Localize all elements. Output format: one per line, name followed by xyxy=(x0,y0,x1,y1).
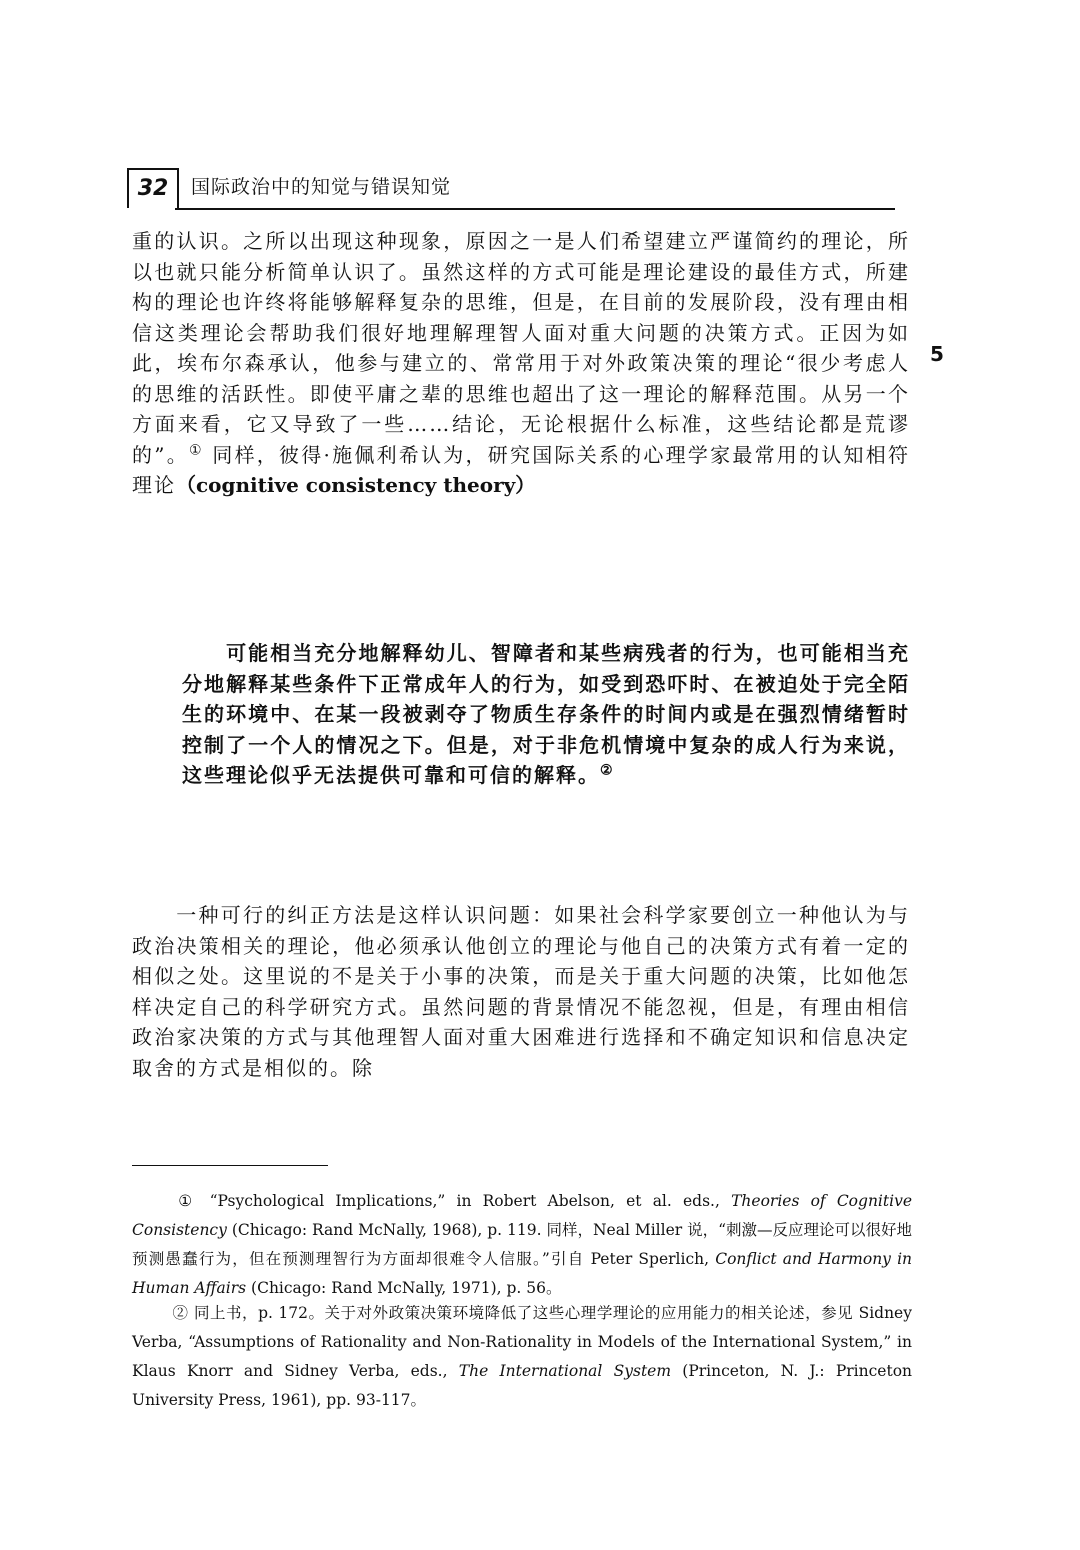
footnote-ref-1[interactable]: ① xyxy=(188,441,204,458)
running-header xyxy=(127,168,927,208)
footnote-text: (Chicago: Rand McNally, 1968), p. 119. 同样，Neal Miller 说，“刺激—反应理论可以很好地预测愚蠢行为，但在预测理智行为方面却很难令人信服。”引自 Peter Sperlich, xyxy=(132,1221,913,1268)
page-number: 32 xyxy=(127,168,179,208)
header-rule xyxy=(175,208,895,210)
paragraph-text: 一种可行的纠正方法是这样认识问题：如果社会科学家要创立一种他认为与政治决策相关的理论，他必须承认他创立的理论与他自己的决策方式有着一定的相似之处。这里说的不是关于小事的决策，而是关于重大问题的决策，比如他怎样决定自己的科学研究方式。虽然问题的背景情况不能忽视，但是，有理由相信政治家决策的方式与其他理智人面对重大困难进行选择和不确定知识和信息决定取舍的方式是相似的。除 xyxy=(132,903,910,1080)
footnote-ref-2[interactable]: ② xyxy=(600,762,615,779)
paragraph-text-cont: 同样，彼得·施佩利希认为，研究国际关系的心理学家最常用的认知相符理论 xyxy=(132,442,910,497)
footnote-mark: ① xyxy=(172,1192,199,1210)
footnote-rule xyxy=(132,1165,328,1166)
book-title-italic: Conflict and Harmony in Human Affairs xyxy=(132,1250,913,1297)
body-paragraph-1 xyxy=(132,226,910,501)
book-title-italic: The International System xyxy=(458,1362,672,1380)
footnote-mark: ② xyxy=(172,1304,189,1322)
block-quote xyxy=(182,638,910,791)
footnote-2 xyxy=(132,1299,912,1415)
footnote-text: 同上书，p. 172。关于对外政策决策环境降低了这些心理学理论的应用能力的相关论述，参见 Sidney Verba, “Assumptions of Rationality and Non-Rationality in Models of the International System,” in Klaus Knorr and Sidney Verba, eds., xyxy=(132,1304,912,1380)
book-title: 国际政治中的知觉与错误知觉 xyxy=(191,176,452,198)
margin-line-number: 5 xyxy=(930,342,944,366)
footnote-1 xyxy=(132,1187,912,1303)
english-term: （cognitive consistency theory） xyxy=(176,473,536,497)
book-title-italic: Theories of Cognitive Consistency xyxy=(132,1192,912,1239)
footnote-text: (Princeton, N. J.: Princeton University Press, 1961), pp. 93-117。 xyxy=(132,1362,913,1409)
quote-text: 可能相当充分地解释幼儿、智障者和某些病残者的行为，也可能相当充分地解释某些条件下正常成年人的行为，如受到恐吓时、在被迫处于完全陌生的环境中、在某一段被剥夺了物质生存条件的时间内或是在强烈情绪暂时控制了一个人的情况之下。但是，对于非危机情境中复杂的成人行为来说，这些理论似乎无法提供可靠和可信的解释。 xyxy=(182,641,910,787)
body-paragraph-2 xyxy=(132,900,910,1083)
paragraph-text: 重的认识。之所以出现这种现象，原因之一是人们希望建立严谨简约的理论，所以也就只能分析简单认识了。虽然这样的方式可能是理论建设的最佳方式，所建构的理论也许终将能够解释复杂的思维，但是，在目前的发展阶段，没有理由相信这类理论会帮助我们很好地理解理智人面对重大问题的决策方式。正因为如此，埃布尔森承认，他参与建立的、常常用于对外政策决策的理论“很少考虑人的思维的活跃性。即使平庸之辈的思维也超出了这一理论的解释范围。从另一个方面来看，它又导致了一些……结论，无论根据什么标准，这些结论都是荒谬的”。 xyxy=(132,229,910,467)
footnote-text: (Chicago: Rand McNally, 1971), p. 56。 xyxy=(251,1279,562,1297)
footnote-text: “Psychological Implications,” in Robert Abelson, et al. eds., xyxy=(198,1192,720,1210)
